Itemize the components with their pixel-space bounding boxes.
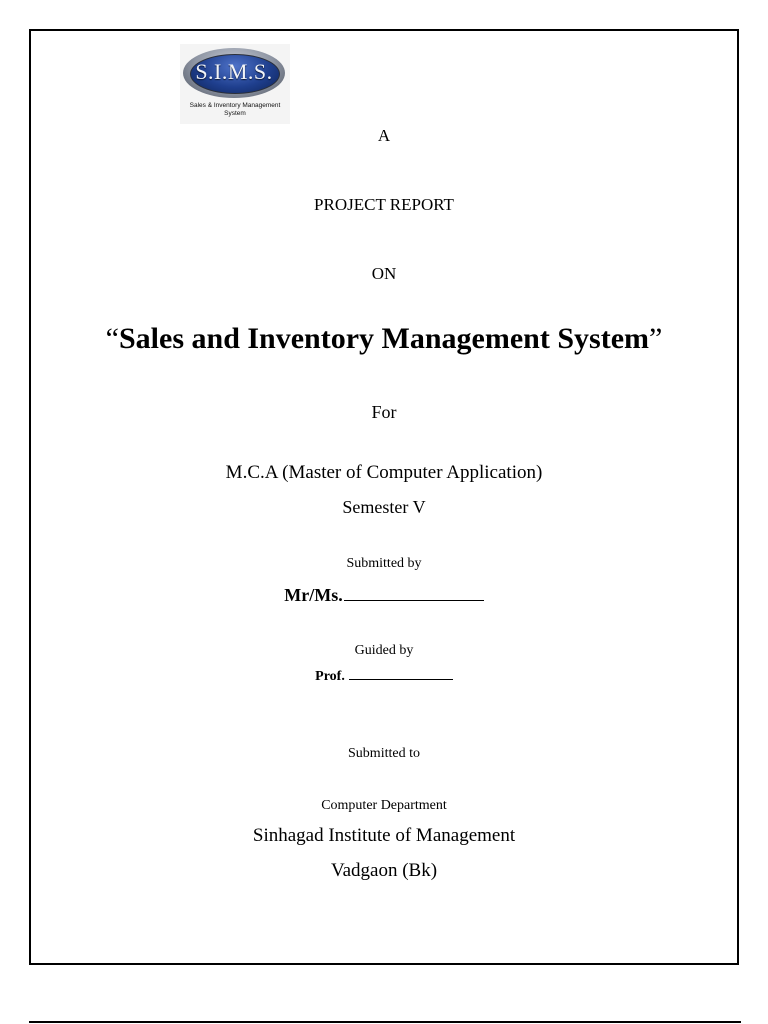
cover-for: For [371, 402, 397, 422]
submitted-by-label: Submitted by [346, 556, 422, 571]
student-name-blank [344, 599, 484, 601]
guided-by-label: Guided by [354, 643, 414, 658]
semester: Semester V [342, 497, 426, 517]
institute-location: Vadgaon (Bk) [330, 860, 438, 881]
cover-project-report: PROJECT REPORT [314, 195, 454, 214]
title-open-quote: “ [105, 322, 119, 355]
next-page-top-border [29, 1021, 741, 1023]
logo-text: S.I.M.S. [195, 59, 273, 84]
logo-caption-line2: System [224, 110, 246, 117]
logo-caption-line1: Sales & Inventory Management [189, 102, 281, 109]
cover-article: A [377, 126, 391, 145]
submitted-to-label: Submitted to [348, 746, 420, 761]
project-title [29, 322, 739, 356]
department: Computer Department [321, 798, 447, 813]
guide-prefix: Prof. [315, 669, 345, 684]
course-name: M.C.A (Master of Computer Application) [225, 462, 543, 483]
title-text: Sales and Inventory Management System [119, 322, 649, 355]
guide-name-blank [349, 678, 453, 680]
cover-on: ON [371, 264, 397, 283]
title-close-quote: ” [649, 322, 663, 355]
student-name-line [29, 585, 739, 606]
guide-name-line [29, 669, 739, 685]
logo-caption [180, 102, 290, 118]
sims-logo [180, 44, 290, 124]
student-name-prefix: Mr/Ms. [284, 585, 343, 605]
institute-name: Sinhagad Institute of Management [252, 825, 516, 846]
